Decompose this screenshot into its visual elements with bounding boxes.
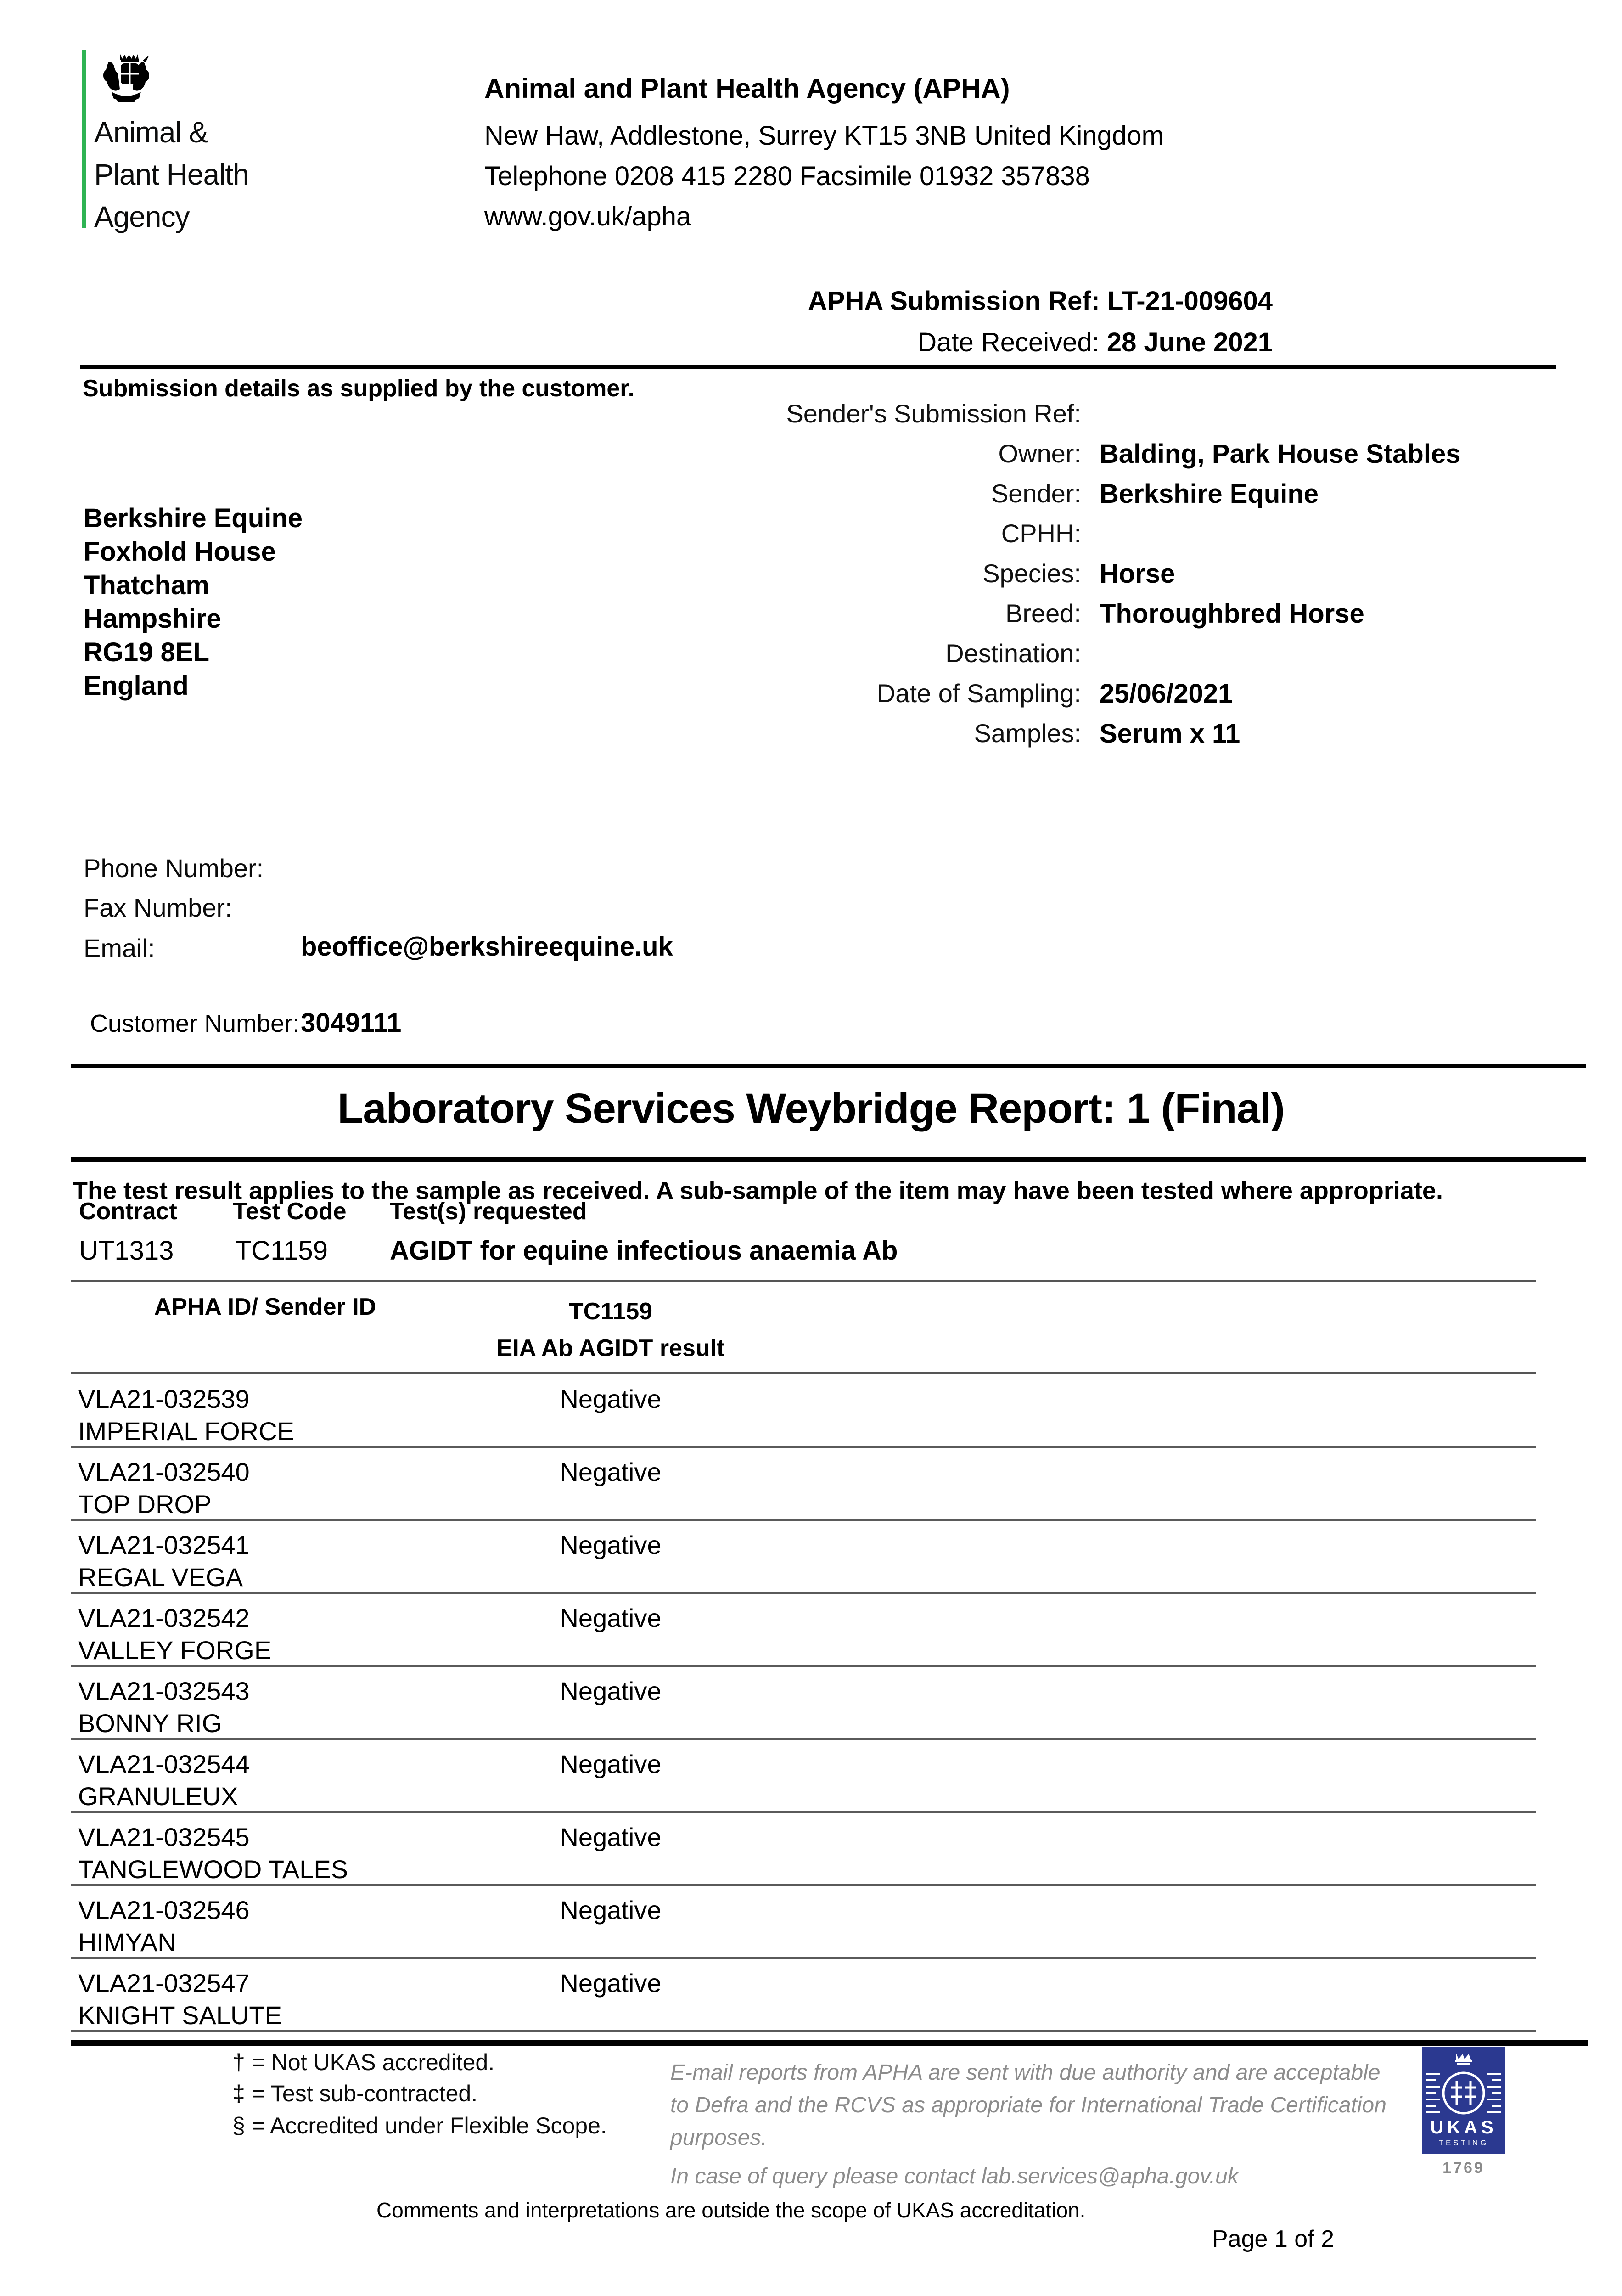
field-label: Sender: — [991, 479, 1081, 508]
field-value: Balding, Park House Stables — [1100, 439, 1461, 469]
table-row — [0, 1959, 1622, 2032]
contract-value: UT1313 — [79, 1236, 174, 1266]
table-row — [0, 1521, 1622, 1594]
query-contact-notice: In case of query please contact lab.services@apha.gov.uk — [670, 2164, 1239, 2189]
report-disclaimer: The test result applies to the sample as received. A sub-sample of the item may have been tested where appropriate. — [73, 1177, 1443, 1204]
contract-col-header: Contract — [79, 1198, 177, 1225]
customer-number-label: Customer Number: — [90, 1010, 300, 1037]
field-label: Sender's Submission Ref: — [786, 399, 1081, 428]
agency-phone-line: Telephone 0208 415 2280 Facsimile 01932 357838 — [484, 161, 1090, 191]
sample-id: VLA21-032542 — [78, 1604, 250, 1632]
field-row — [689, 399, 1622, 439]
sample-result: Negative — [560, 1823, 662, 1851]
submission-ref-value: LT-21-009604 — [1107, 286, 1273, 316]
customer-number-value: 3049111 — [301, 1008, 402, 1038]
sample-id: VLA21-032539 — [78, 1384, 250, 1413]
table-header-result-label: EIA Ab AGIDT result — [496, 1335, 725, 1362]
field-label: Date of Sampling: — [876, 679, 1081, 708]
submission-ref-line — [689, 286, 1273, 316]
sample-name: TOP DROP — [78, 1490, 212, 1519]
tests-requested-col-header: Test(s) requested — [390, 1198, 587, 1225]
field-value: Horse — [1100, 559, 1175, 589]
agency-address-line: New Haw, Addlestone, Surrey KT15 3NB United Kingdom — [484, 121, 1164, 151]
table-header-test-result — [448, 1293, 774, 1367]
divider — [71, 1372, 1536, 1374]
table-row — [0, 1594, 1622, 1667]
test-code-value: TC1159 — [235, 1236, 328, 1266]
submission-details-heading: Submission details as supplied by the customer. — [83, 375, 635, 402]
field-row — [689, 518, 1622, 558]
field-label: Owner: — [998, 439, 1081, 468]
svg-text:UKAS: UKAS — [1430, 2117, 1497, 2138]
field-row — [689, 598, 1622, 638]
sample-name: GRANULEUX — [78, 1782, 238, 1811]
sample-id: VLA21-032545 — [78, 1823, 250, 1851]
sample-name: KNIGHT SALUTE — [78, 2001, 282, 2030]
table-row — [0, 1667, 1622, 1740]
report-title: Laboratory Services Weybridge Report: 1 (Final) — [337, 1085, 1285, 1132]
customer-address-line: Foxhold House — [84, 537, 276, 567]
ukas-testing-logo — [1422, 2047, 1505, 2154]
sample-id: VLA21-032540 — [78, 1458, 250, 1486]
sample-result: Negative — [560, 1458, 662, 1486]
field-label: CPHH: — [1001, 519, 1081, 548]
field-row — [689, 558, 1622, 598]
legend-flexible-scope: § = Accredited under Flexible Scope. — [232, 2113, 607, 2138]
submission-fields — [689, 399, 1622, 758]
divider — [80, 365, 1556, 369]
email-label: Email: — [84, 934, 155, 962]
divider — [71, 1064, 1586, 1068]
submission-ref-label: APHA Submission Ref: — [808, 286, 1107, 316]
sample-id: VLA21-032544 — [78, 1750, 250, 1778]
sample-name: VALLEY FORGE — [78, 1636, 272, 1665]
table-row — [0, 1375, 1622, 1448]
sample-result: Negative — [560, 1604, 662, 1632]
row-divider — [71, 2030, 1536, 2032]
field-row — [689, 478, 1622, 518]
sample-result: Negative — [560, 1531, 662, 1559]
table-row — [0, 1813, 1622, 1886]
agency-website: www.gov.uk/apha — [484, 202, 691, 231]
logo-line: Plant Health — [94, 158, 249, 191]
field-row — [689, 678, 1622, 718]
field-label: Destination: — [945, 639, 1081, 668]
ukas-accreditation-number: 1769 — [1442, 2159, 1485, 2177]
logo-accent-bar — [82, 50, 86, 228]
sample-name: REGAL VEGA — [78, 1563, 243, 1592]
page-number: Page 1 of 2 — [1212, 2226, 1334, 2252]
sample-result: Negative — [560, 1750, 662, 1778]
sample-id: VLA21-032546 — [78, 1896, 250, 1925]
field-row — [689, 718, 1622, 758]
date-received-label: Date Received: — [917, 327, 1107, 357]
table-header-test-code: TC1159 — [568, 1298, 653, 1325]
field-value: Serum x 11 — [1100, 719, 1240, 748]
svg-text:TESTING: TESTING — [1438, 2138, 1489, 2147]
table-header-apha-id: APHA ID/ Sender ID — [154, 1294, 376, 1320]
customer-address-line: RG19 8EL — [84, 637, 209, 667]
field-value: Thoroughbred Horse — [1100, 599, 1364, 629]
sample-result: Negative — [560, 1384, 662, 1413]
table-row — [0, 1886, 1622, 1959]
field-label: Samples: — [974, 719, 1081, 748]
sample-name: BONNY RIG — [78, 1709, 222, 1738]
logo-wordmark — [94, 111, 249, 238]
logo-line: Agency — [94, 200, 190, 233]
date-received-line — [689, 327, 1273, 358]
sample-name: HIMYAN — [78, 1928, 176, 1957]
field-label: Species: — [982, 559, 1081, 588]
agency-title: Animal and Plant Health Agency (APHA) — [484, 73, 1010, 104]
legend-not-ukas: † = Not UKAS accredited. — [232, 2049, 495, 2075]
field-value: 25/06/2021 — [1100, 679, 1233, 709]
fax-label: Fax Number: — [84, 893, 232, 922]
legend-subcontracted: ‡ = Test sub-contracted. — [232, 2081, 478, 2106]
field-value: Berkshire Equine — [1100, 479, 1319, 509]
sample-result: Negative — [560, 1896, 662, 1925]
customer-address-line: England — [84, 671, 189, 701]
test-code-col-header: Test Code — [233, 1198, 347, 1225]
table-row — [0, 1740, 1622, 1813]
customer-address-block — [84, 501, 303, 703]
logo-line: Animal & — [94, 116, 208, 149]
tests-requested-value: AGIDT for equine infectious anaemia Ab — [390, 1236, 898, 1266]
sample-name: TANGLEWOOD TALES — [78, 1855, 348, 1884]
customer-address-line: Berkshire Equine — [84, 503, 303, 533]
table-bottom-divider — [71, 2040, 1588, 2046]
divider — [71, 1157, 1586, 1162]
divider — [71, 1280, 1536, 1282]
field-label: Breed: — [1005, 599, 1081, 628]
customer-address-line: Hampshire — [84, 604, 221, 634]
table-row — [0, 1448, 1622, 1521]
sample-id: VLA21-032547 — [78, 1969, 250, 1998]
comments-scope-note: Comments and interpretations are outside the scope of UKAS accreditation. — [376, 2198, 1086, 2222]
date-received-value: 28 June 2021 — [1106, 327, 1273, 357]
sample-id: VLA21-032543 — [78, 1677, 250, 1705]
sample-result: Negative — [560, 1677, 662, 1705]
sample-result: Negative — [560, 1969, 662, 1998]
royal-coat-of-arms-icon — [95, 48, 157, 110]
field-row — [689, 638, 1622, 678]
customer-address-line: Thatcham — [84, 570, 209, 600]
sample-id: VLA21-032541 — [78, 1531, 250, 1559]
agency-address — [484, 116, 1164, 237]
email-value: beoffice@berkshireequine.uk — [301, 932, 673, 962]
phone-label: Phone Number: — [84, 854, 264, 883]
email-authority-notice: E-mail reports from APHA are sent with due authority and are acceptable to Defra and the RCVS as appropriate for International Trade Certification purposes. — [670, 2060, 1386, 2150]
field-row — [689, 439, 1622, 478]
sample-name: IMPERIAL FORCE — [78, 1417, 294, 1446]
